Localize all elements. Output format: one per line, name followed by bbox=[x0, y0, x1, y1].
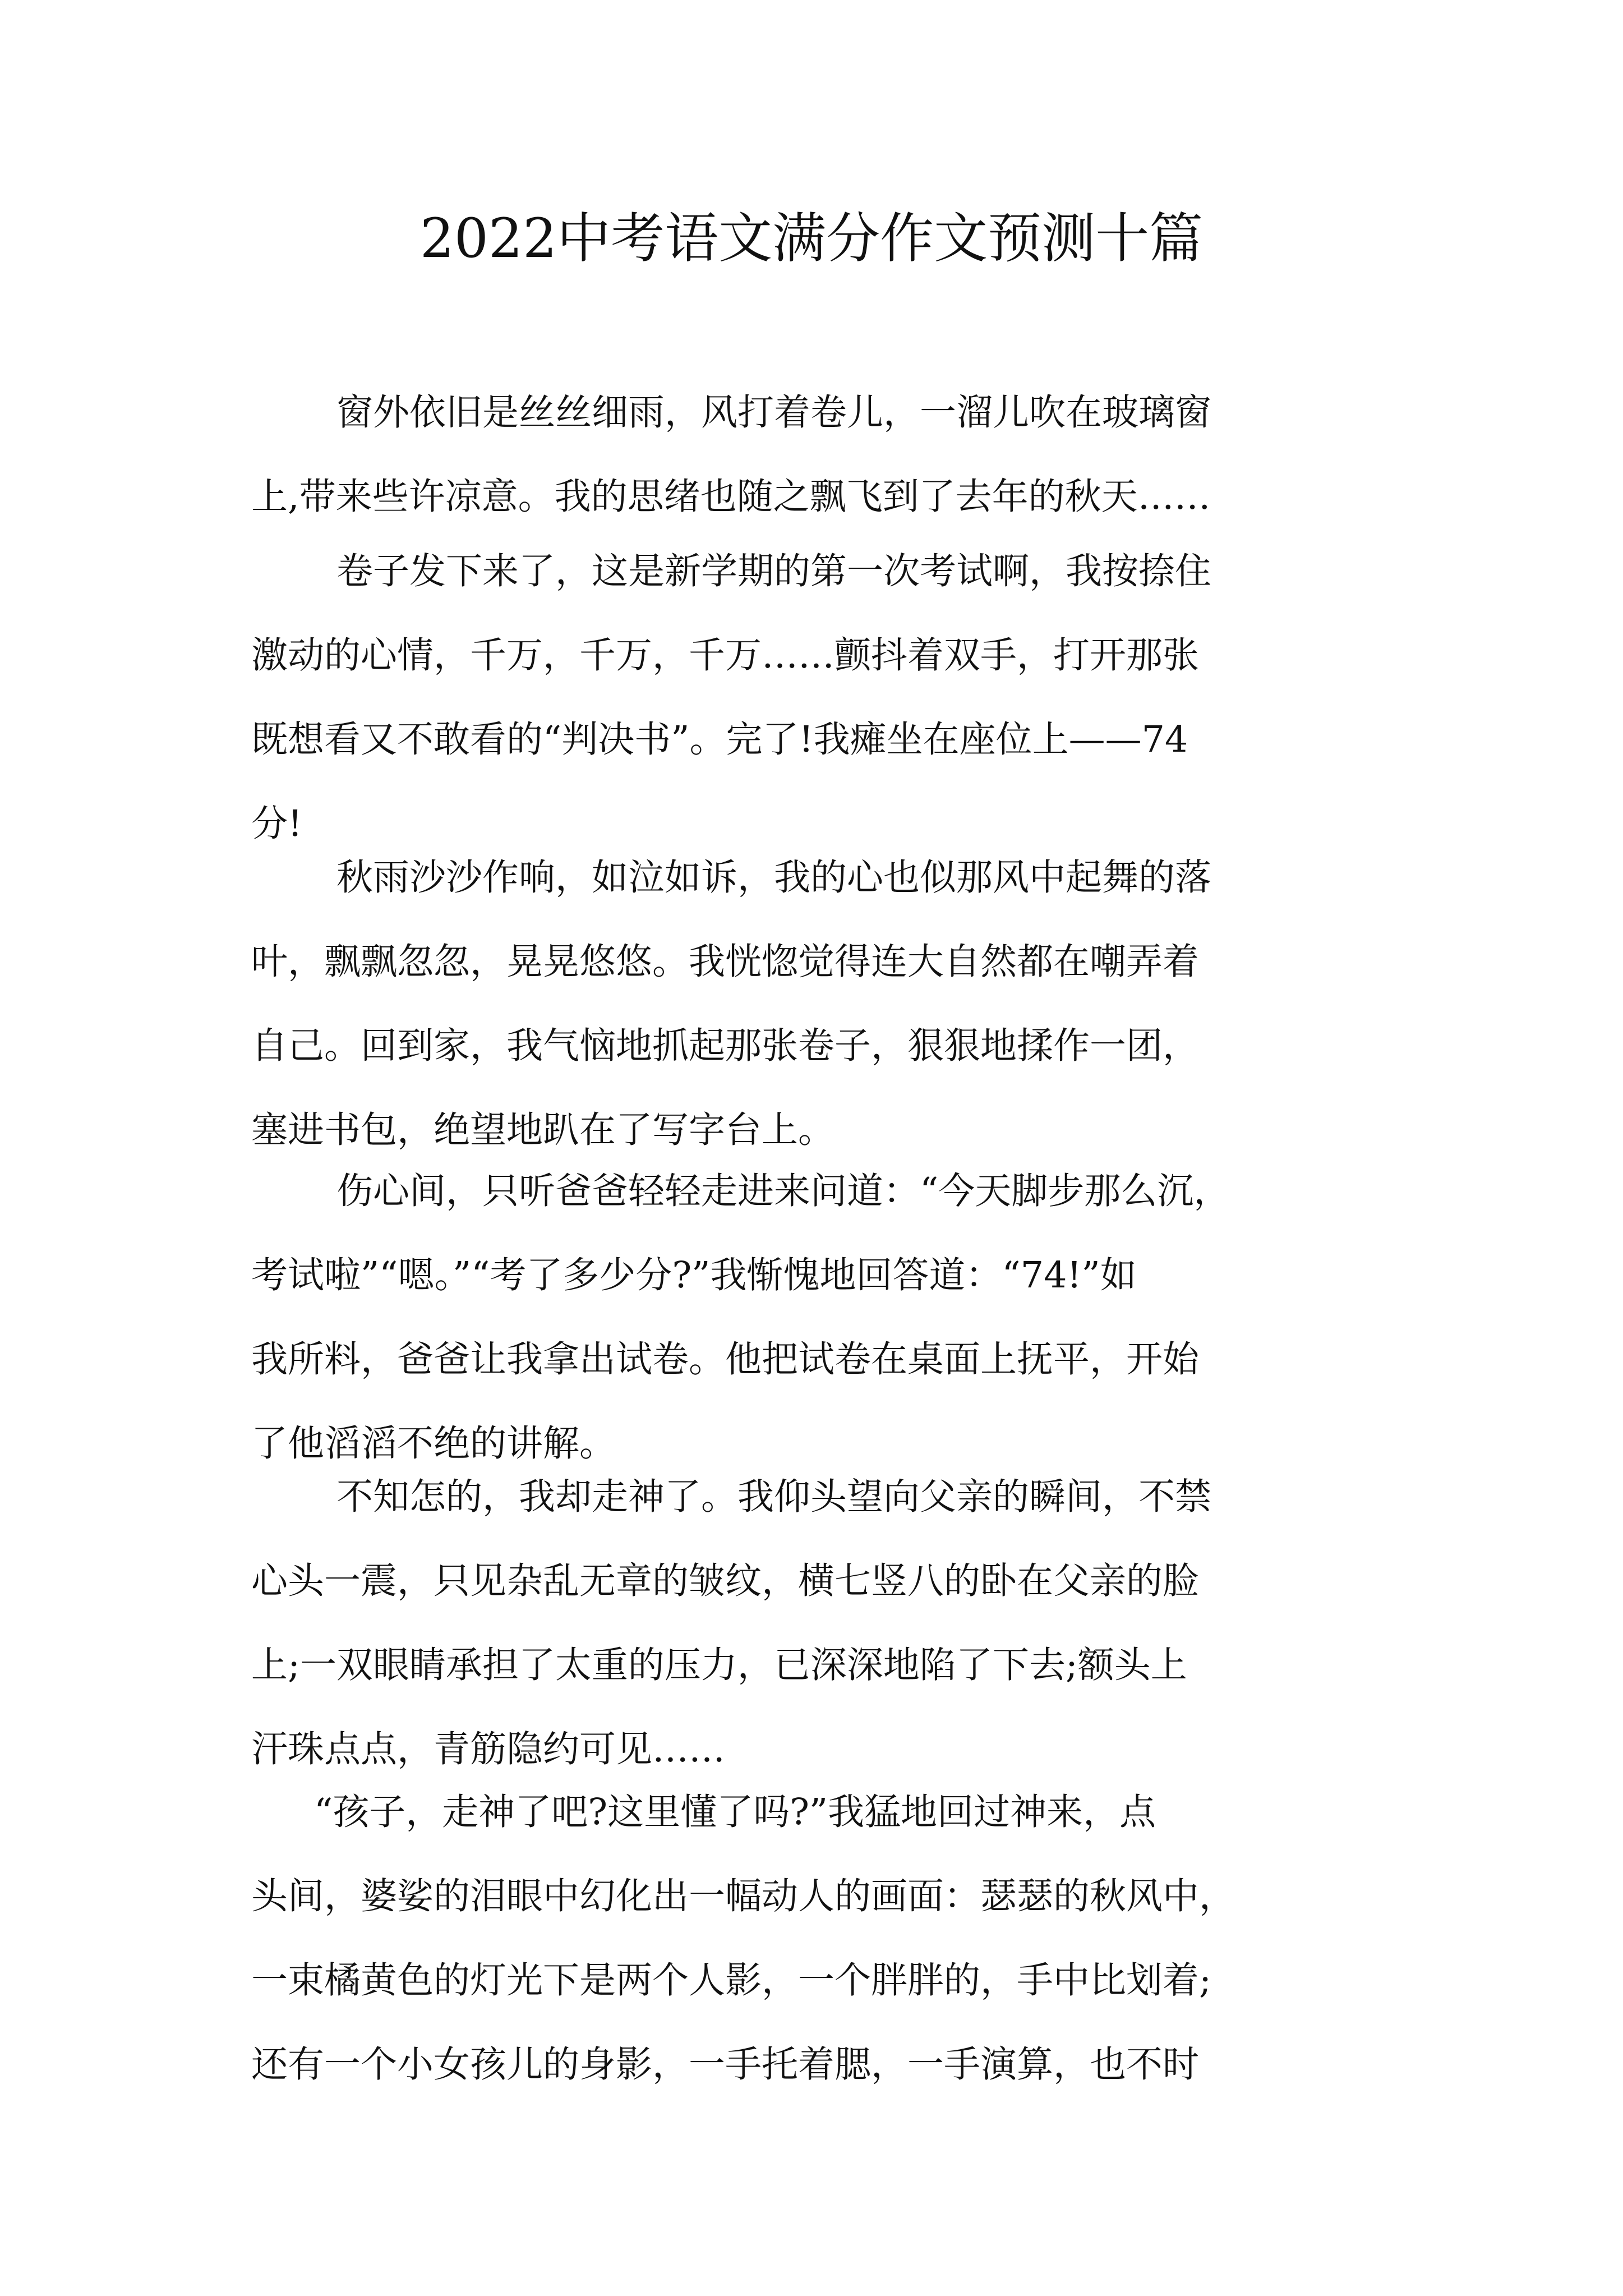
paragraph-line: 了他滔滔不绝的讲解。 bbox=[251, 1423, 616, 1465]
paragraph-line: 窗外依旧是丝丝细雨，风打着卷儿，一溜儿吹在玻璃窗 bbox=[336, 392, 1212, 434]
paragraph-line: 激动的心情，千万，千万，千万……颤抖着双手，打开那张 bbox=[251, 634, 1200, 677]
paragraph-line: 自己。回到家，我气恼地抓起那张卷子，狠狠地揉作一团， bbox=[251, 1025, 1200, 1067]
paragraph-line: 汗珠点点，青筋隐约可见…… bbox=[251, 1728, 726, 1770]
paragraph-line: 伤心间，只听爸爸轻轻走进来问道：“今天脚步那么沉， bbox=[336, 1170, 1230, 1212]
paragraph-line: 不知怎的，我却走神了。我仰头望向父亲的瞬间，不禁 bbox=[336, 1476, 1212, 1518]
paragraph-line: 心头一震，只见杂乱无章的皱纹，横七竖八的卧在父亲的脸 bbox=[251, 1560, 1200, 1602]
paragraph-line: 头间，婆娑的泪眼中幻化出一幅动人的画面：瑟瑟的秋风中， bbox=[251, 1875, 1236, 1917]
paragraph-line: 我所料，爸爸让我拿出试卷。他把试卷在桌面上抚平，开始 bbox=[251, 1338, 1200, 1381]
paragraph-line: 叶，飘飘忽忽，晃晃悠悠。我恍惚觉得连大自然都在嘲弄着 bbox=[251, 941, 1200, 983]
paragraph-line: 还有一个小女孩儿的身影，一手托着腮，一手演算，也不时 bbox=[251, 2044, 1200, 2086]
paragraph-line: 既想看又不敢看的“判决书”。完了!我瘫坐在座位上——74 bbox=[251, 719, 1188, 761]
paragraph-line: “孩子，走神了吧?这里懂了吗?”我猛地回过神来，点 bbox=[314, 1791, 1156, 1833]
paragraph-line: 上,带来些许凉意。我的思绪也随之飘飞到了去年的秋天…… bbox=[251, 476, 1211, 518]
paragraph-line: 一束橘黄色的灯光下是两个人影，一个胖胖的，手中比划着; bbox=[251, 1959, 1211, 2001]
paragraph-line: 考试啦”“嗯。”“考了多少分?”我惭愧地回答道：“74!”如 bbox=[251, 1254, 1137, 1296]
paragraph-line: 塞进书包，绝望地趴在了写字台上。 bbox=[251, 1109, 835, 1151]
paragraph-line: 卷子发下来了，这是新学期的第一次考试啊，我按捺住 bbox=[336, 550, 1212, 592]
paragraph-line: 上;一双眼睛承担了太重的压力，已深深地陷了下去;额头上 bbox=[251, 1644, 1187, 1686]
document-title: 2022中考语文满分作文预测十篇 bbox=[419, 207, 1204, 270]
paragraph-line: 分! bbox=[251, 803, 303, 845]
paragraph-line: 秋雨沙沙作响，如泣如诉，我的心也似那风中起舞的落 bbox=[336, 857, 1212, 899]
